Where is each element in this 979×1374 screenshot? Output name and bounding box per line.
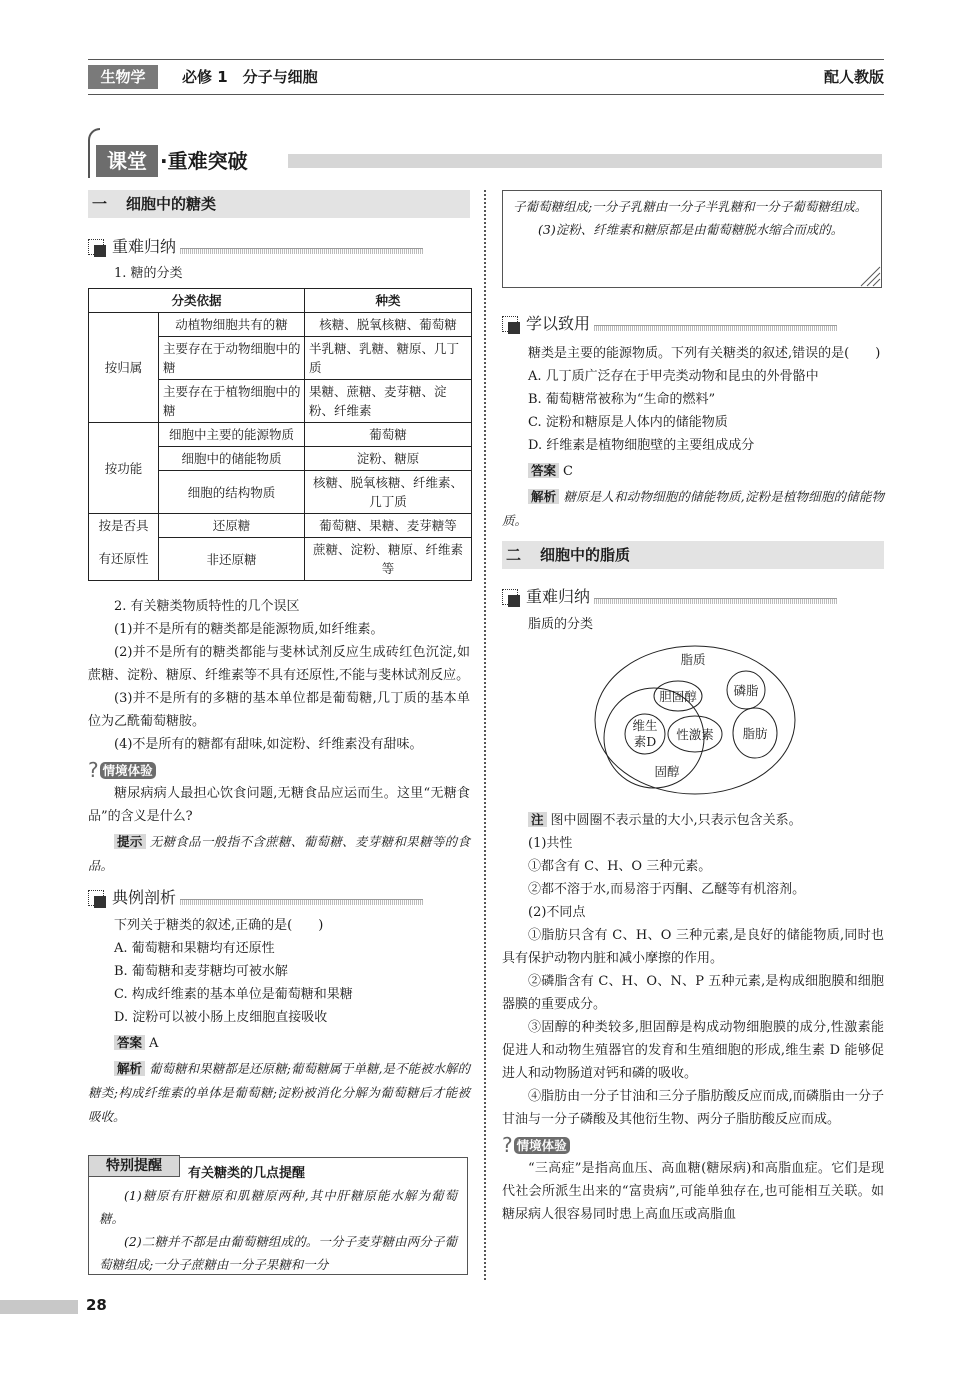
table-cell: 主要存在于动物细胞中的糖 bbox=[159, 337, 305, 380]
table-group-cell: 按归属 bbox=[89, 313, 159, 423]
section-number: 一 bbox=[92, 195, 108, 213]
section-title: 细胞中的糖类 bbox=[126, 195, 217, 213]
banner-title: ·重难突破 bbox=[160, 149, 248, 173]
option: A. 几丁质广泛存在于甲壳类动物和昆虫的外骨骼中 bbox=[528, 369, 819, 384]
paragraph: “三高症”是指高血压、高血糖(糖尿病)和高脂血症。它们是现代社会所派生出来的“富贵病”,可能单独存在,也可能相互关联。如糖尿病人很容易同时患上高血压或高脂血 bbox=[502, 1161, 884, 1222]
sub-heading-rule bbox=[594, 598, 837, 604]
notebook-icon bbox=[502, 316, 522, 334]
footer-bar bbox=[0, 1300, 78, 1314]
sub-heading-rule bbox=[180, 899, 423, 905]
option: C. 淀粉和糖原是人体内的储能物质 bbox=[528, 415, 728, 430]
answer-value: C bbox=[563, 464, 573, 479]
special-tip-title: 有关糖类的几点提醒 bbox=[188, 1166, 306, 1181]
edition-label: 配人教版 bbox=[823, 68, 884, 86]
sub-heading-rule bbox=[180, 248, 423, 254]
paragraph: (1)共性 bbox=[528, 836, 573, 851]
section-title: 细胞中的脂质 bbox=[540, 546, 631, 564]
paragraph: ④脂肪由一分子甘油和三分子脂肪酸反应而成,而磷脂由一分子甘油与一分子磷酸及其他衍生物、两分子脂肪酸反应而成。 bbox=[502, 1089, 884, 1127]
table-row bbox=[89, 538, 472, 581]
paragraph: ①都含有 C、H、O 三种元素。 bbox=[528, 859, 712, 874]
option: C. 构成纤维素的基本单位是葡萄糖和果糖 bbox=[114, 987, 353, 1002]
hint-label: 提示 bbox=[114, 834, 146, 849]
note-label: 注 bbox=[528, 812, 547, 827]
paragraph: 糖尿病病人最担心饮食问题,无糖食品应运而生。这里“无糖食品”的含义是什么? bbox=[88, 786, 470, 824]
notebook-icon bbox=[88, 890, 108, 908]
table-header: 分类依据 bbox=[89, 289, 305, 313]
question-stem: 下列关于糖类的叙述,正确的是( ) bbox=[114, 918, 324, 933]
fat-label: 脂肪 bbox=[742, 726, 768, 741]
paragraph: (2)不同点 bbox=[528, 905, 586, 920]
page-number: 28 bbox=[86, 1296, 107, 1314]
lipid-classification-diagram bbox=[502, 642, 884, 802]
table-cell: 淀粉、糖原 bbox=[305, 447, 472, 471]
tip-paragraph: 子葡萄糖组成;一分子乳糖由一分子半乳糖和一分子葡萄糖组成。 bbox=[513, 199, 868, 214]
analysis-label: 解析 bbox=[528, 489, 559, 504]
note-text: 图中圆圈不表示量的大小,只表示包含关系。 bbox=[550, 813, 802, 828]
hint-text: 无糖食品一般指不含蔗糖、葡萄糖、麦芽糖和果糖等的食品。 bbox=[88, 834, 470, 873]
table-cell: 核糖、脱氧核糖、纤维素、几丁质 bbox=[305, 471, 472, 514]
analysis-paragraph bbox=[88, 1057, 470, 1129]
table-cell: 葡萄糖 bbox=[305, 423, 472, 447]
tip-paragraph: (3)淀粉、纤维素和糖原都是由葡萄糖脱水缩合而成的。 bbox=[538, 222, 844, 237]
header-top-rule bbox=[88, 59, 884, 60]
section-heading-lipids bbox=[502, 541, 884, 569]
table-row bbox=[89, 514, 472, 538]
question-stem: 糖类是主要的能源物质。下列有关糖类的叙述,错误的是( ) bbox=[528, 346, 881, 361]
continued-tip-body bbox=[503, 191, 881, 241]
option: D. 纤维素是植物细胞壁的主要组成成分 bbox=[528, 438, 755, 453]
item-heading: 1. 糖的分类 bbox=[114, 266, 183, 281]
notebook-icon bbox=[502, 589, 522, 607]
answer-line bbox=[88, 1031, 470, 1055]
table-cell: 非还原糖 bbox=[159, 538, 305, 581]
vitamin-d-label: 素D bbox=[633, 734, 657, 749]
question-bulb-icon: ? bbox=[88, 758, 99, 782]
table-cell: 细胞中的储能物质 bbox=[159, 447, 305, 471]
sub-heading-label: 重难归纳 bbox=[526, 587, 591, 606]
paragraph: ③固醇的种类较多,胆固醇是构成动物细胞膜的成分,性激素能促进人和动物生殖器官的发育和生殖细胞的形成,维生素 D 能够促进人和动物肠道对钙和磷的吸收。 bbox=[502, 1020, 884, 1081]
paragraph: (1)并不是所有的糖类都是能源物质,如纤维素。 bbox=[114, 622, 384, 637]
sub-heading-example bbox=[88, 884, 423, 908]
phospholipid-label: 磷脂 bbox=[733, 683, 759, 698]
answer-label: 答案 bbox=[528, 463, 559, 478]
section-number: 二 bbox=[506, 546, 522, 564]
continued-tip-box bbox=[502, 190, 882, 288]
table-cell: 细胞的结构物质 bbox=[159, 471, 305, 514]
paragraph: ②磷脂含有 C、H、O、N、P 五种元素,是构成细胞膜和细胞器膜的重要成分。 bbox=[502, 974, 884, 1012]
tip-paragraph: (2)二糖并不都是由葡萄糖组成的。一分子麦芽糖由两分子葡萄糖组成;一分子蔗糖由一分子果糖和一分 bbox=[99, 1234, 457, 1272]
paragraph: ①脂肪只含有 C、H、O 三种元素,是良好的储能物质,同时也具有保护动物内脏和减小摩擦的作用。 bbox=[502, 928, 884, 966]
sub-heading-rule bbox=[594, 325, 837, 331]
sub-heading-label: 学以致用 bbox=[526, 314, 591, 333]
note-line bbox=[502, 808, 884, 832]
analysis-label: 解析 bbox=[114, 1061, 145, 1076]
left-column bbox=[88, 190, 470, 1129]
answer-label: 答案 bbox=[114, 1035, 145, 1050]
question-bulb-icon: ? bbox=[502, 1133, 513, 1157]
paragraph: ②都不溶于水,而易溶于丙酮、乙醚等有机溶剂。 bbox=[528, 882, 806, 897]
analysis-text: 糖原是人和动物细胞的储能物质,淀粉是植物细胞的储能物质。 bbox=[502, 489, 884, 528]
paragraph: (3)并不是所有的多糖的基本单位都是葡萄糖,几丁质的基本单位为乙酰葡萄糖胺。 bbox=[88, 691, 470, 729]
option: B. 葡萄糖常被称为“生命的燃料” bbox=[528, 392, 716, 407]
sugar-classification-table bbox=[88, 288, 472, 581]
table-group-cell: 有还原性 bbox=[89, 538, 159, 581]
cholesterol-label: 胆固醇 bbox=[659, 689, 697, 704]
vitamin-d-label: 维生 bbox=[632, 718, 658, 733]
item-heading: 2. 有关糖类物质特性的几个误区 bbox=[114, 599, 300, 614]
table-cell: 葡萄糖、果糖、麦芽糖等 bbox=[305, 514, 472, 538]
scenario-heading bbox=[502, 1135, 884, 1155]
option: A. 葡萄糖和果糖均有还原性 bbox=[114, 941, 275, 956]
table-header-row bbox=[89, 289, 472, 313]
sub-heading-key-summary bbox=[502, 583, 837, 607]
table-row bbox=[89, 313, 472, 337]
table-group-cell: 按功能 bbox=[89, 423, 159, 514]
scenario-heading bbox=[88, 760, 470, 780]
table-cell: 还原糖 bbox=[159, 514, 305, 538]
table-cell: 动植物细胞共有的糖 bbox=[159, 313, 305, 337]
table-header: 种类 bbox=[305, 289, 472, 313]
column-divider bbox=[484, 190, 486, 1280]
page-curl-icon bbox=[859, 265, 881, 287]
analysis-text: 葡萄糖和果糖都是还原糖;葡萄糖属于单糖,是不能被水解的糖类;构成纤维素的单体是葡萄糖;淀粉被消化分解为葡萄糖后才能被吸收。 bbox=[88, 1061, 470, 1124]
sub-heading-label: 典例剖析 bbox=[112, 888, 177, 907]
table-cell: 半乳糖、乳糖、糖原、几丁质 bbox=[305, 337, 472, 380]
banner-bar bbox=[288, 154, 882, 168]
book-title: 必修 1 分子与细胞 bbox=[182, 68, 318, 86]
sterol-label: 固醇 bbox=[654, 764, 680, 779]
option: D. 淀粉可以被小肠上皮细胞直接吸收 bbox=[114, 1010, 328, 1025]
answer-value: A bbox=[149, 1036, 159, 1051]
table-cell: 蔗糖、淀粉、糖原、纤维素等 bbox=[305, 538, 472, 581]
table-group-cell: 按是否具 bbox=[89, 514, 159, 538]
lipid-label: 脂质 bbox=[680, 652, 706, 667]
banner-tag: 课堂 bbox=[96, 145, 158, 177]
analysis-paragraph bbox=[502, 485, 884, 533]
section-heading-sugars bbox=[88, 190, 470, 218]
right-column bbox=[502, 310, 884, 1226]
scenario-label: 情境体验 bbox=[514, 1137, 570, 1154]
diagram-caption: 脂质的分类 bbox=[528, 617, 594, 632]
paragraph: (4)不是所有的糖都有甜味,如淀粉、纤维素没有甜味。 bbox=[114, 737, 423, 752]
table-cell: 果糖、蔗糖、麦芽糖、淀粉、纤维素 bbox=[305, 380, 472, 423]
hint-paragraph bbox=[88, 830, 470, 878]
paragraph: (2)并不是所有的糖类都能与斐林试剂反应生成砖红色沉淀,如蔗糖、淀粉、糖原、纤维素等不具有还原性,不能与斐林试剂反应。 bbox=[88, 645, 470, 683]
notebook-icon bbox=[88, 239, 108, 257]
sub-heading-apply bbox=[502, 310, 837, 334]
sub-heading-label: 重难归纳 bbox=[112, 237, 177, 256]
table-cell: 细胞中主要的能源物质 bbox=[159, 423, 305, 447]
header-bottom-rule bbox=[88, 94, 884, 95]
scenario-label: 情境体验 bbox=[100, 762, 156, 779]
lipid-circle bbox=[595, 646, 795, 794]
option: B. 葡萄糖和麦芽糖均可被水解 bbox=[114, 964, 288, 979]
tip-paragraph: (1)糖原有肝糖原和肌糖原两种,其中肝糖原能水解为葡萄糖。 bbox=[99, 1188, 457, 1226]
table-row bbox=[89, 423, 472, 447]
special-tip-label: 特别提醒 bbox=[88, 1155, 180, 1177]
table-cell: 核糖、脱氧核糖、葡萄糖 bbox=[305, 313, 472, 337]
subject-badge: 生物学 bbox=[88, 65, 158, 89]
table-cell: 主要存在于植物细胞中的糖 bbox=[159, 380, 305, 423]
sub-heading-key-summary bbox=[88, 233, 423, 257]
sex-hormone-label: 性激素 bbox=[676, 727, 714, 742]
answer-line bbox=[502, 459, 884, 483]
